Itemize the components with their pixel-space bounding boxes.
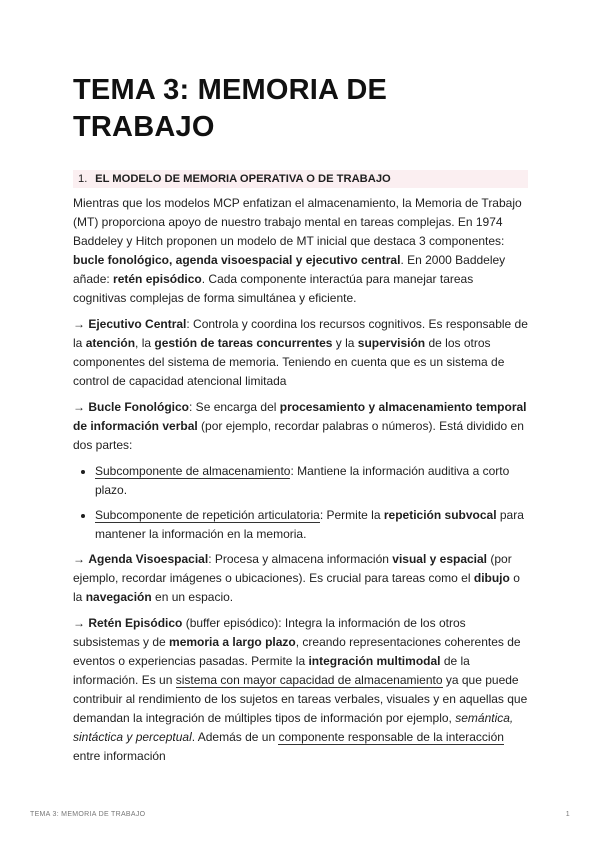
section-heading [73,170,528,188]
agenda-paragraph [73,550,528,607]
bold-text: atención [85,336,136,350]
text: (buffer episódico): Integra la información de los otros subsistemas y de [73,616,466,649]
text: de la información. Es un [73,654,470,687]
bold-text: memoria a largo plazo [169,635,296,649]
term-name: Bucle Fonológico [88,400,190,414]
bold-text: dibujo [473,571,510,585]
text: : Procesa y almacena información [208,552,393,566]
text: : Mantiene la información auditiva a corto plazo. [95,464,510,497]
text: : Controla y coordina los recursos cognitivos. Es responsable de la [73,317,528,350]
text: o la [73,571,520,604]
arrow-icon: → [73,400,89,414]
underlined-text: sistema con mayor capacidad de almacenamiento [175,673,443,687]
footer-label: TEMA 3: MEMORIA DE TRABAJO [30,811,146,818]
text: (por ejemplo, recordar palabras o números). Está dividido en dos partes: [73,419,524,452]
arrow-icon: → [73,317,89,331]
list-item [95,462,528,500]
italic-text: semántica, sintáctica y perceptual [73,711,514,744]
text: : Permite la [319,508,384,522]
text: Mientras que los modelos MCP enfatizan el almacenamiento, la Memoria de Trabajo (MT) proporciona apoyo de nuestro trabajo mental en tareas complejas. En 1974 Baddeley y Hitch proponen un modelo de MT inicial que destaca 3 componentes: [73,196,522,248]
text: , la [135,336,155,350]
text: y la [332,336,358,350]
underlined-text: componente responsable de la interacción [278,730,504,744]
section-number: 1. [78,173,88,185]
bucle-list [73,462,528,544]
intro-paragraph [73,194,528,308]
bold-text: navegación [85,590,152,604]
arrow-icon: → [73,552,89,566]
list-item [95,506,528,544]
bold-text: visual y espacial [392,552,488,566]
document-body [73,194,528,773]
bold-text: repetición subvocal [383,508,497,522]
underlined-text: Subcomponente de repetición articulatoria [95,508,320,522]
term-name: Retén Episódico [88,616,183,630]
text: , creando representaciones coherentes de eventos o experiencias pasadas. Permite la [73,635,521,668]
term-name: Agenda Visoespacial [88,552,209,566]
text: . Cada componente interactúa para manejar tareas cognitivas complejas de forma simultánea y eficiente. [73,272,474,305]
text: . En 2000 Baddeley añade: [73,253,506,286]
text: entre información [73,749,166,763]
bold-text: integración multimodal [308,654,441,668]
page-footer [30,811,570,818]
term-name: Ejecutivo Central [88,317,187,331]
bold-text: gestión de tareas concurrentes [154,336,333,350]
text: para mantener la información en la memoria. [95,508,524,541]
text: . Además de un [191,730,279,744]
bold-text: retén episódico [113,272,202,286]
text: en un espacio. [151,590,234,604]
reten-paragraph [73,614,528,766]
page-title: TEMA 3: MEMORIA DE TRABAJO [73,74,388,143]
text: ya que puede contribuir al rendimiento de los sujetos en tareas verbales, visuales y en aquellas que demandan la integración de múltiples tipos de información por ejemplo, [73,673,528,725]
bucle-paragraph [73,398,528,455]
section-title: EL MODELO DE MEMORIA OPERATIVA O DE TRABAJO [95,173,391,185]
bold-text: bucle fonológico, agenda visoespacial y ejecutivo central [73,253,401,267]
underlined-text: Subcomponente de almacenamiento [95,464,291,478]
text: de los otros componentes del sistema de memoria. Teniendo en cuenta que es un sistema de control de capacidad atencional limitada [73,336,505,388]
arrow-icon: → [73,616,89,630]
text: : Se encarga del [189,400,280,414]
text: (por ejemplo, recordar imágenes o ubicaciones). Es crucial para tareas como el [73,552,512,585]
ejecutivo-paragraph [73,315,528,391]
bold-text: supervisión [357,336,426,350]
bold-text: procesamiento y almacenamiento temporal de información verbal [73,400,527,433]
page-number: 1 [565,811,570,818]
